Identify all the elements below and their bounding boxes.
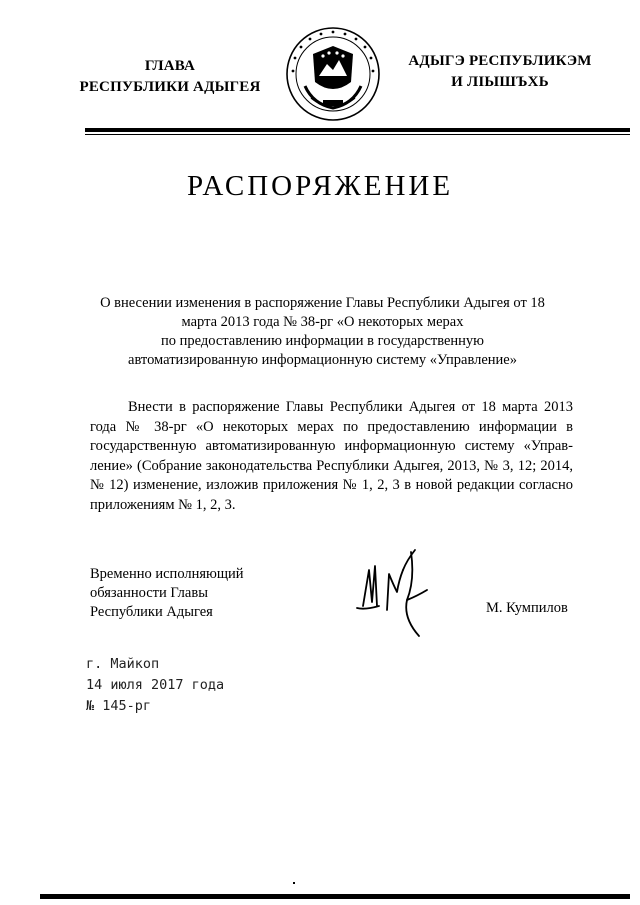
subject-line-4: автоматизированную информационную систему «Управление» [128,352,517,368]
document-body: Внести в распоряжение Главы Республики Адыгея от 18 марта 2013 года № 38-рг «О некоторых мерах по предоставлению информации в государственную автоматизированную информационную систему «Управление» (Собрание законодательства Республики Адыгея, 2013, № 3, 12; 2014, № 12) изменение, изложив приложения № 1, 2, 3 в новой редакции согласно приложениям № 1, 2, 3. [90,399,573,513]
header-divider-thin [85,134,630,135]
header-right-line-2: И ЛІЫШЪХЬ [451,74,549,90]
header-left-title [50,56,290,98]
subject-line-3: по предоставлению информации в государственную [160,333,485,349]
handwritten-signature-icon [345,540,445,640]
registration-date: 14 июля 2017 года [86,677,225,693]
document-subject [95,294,550,370]
header-right-title [385,51,615,93]
subject-line-2: марта 2013 года № 38-рг «О некоторых мерах [181,314,464,330]
signatory-position [90,565,310,622]
header-left-line-1: ГЛАВА [144,58,196,74]
header-right-line-1: АДЫГЭ РЕСПУБЛИКЭМ [408,53,592,69]
header-left-line-2: РЕСПУБЛИКИ АДЫГЕЯ [79,79,261,95]
scan-speck [293,882,295,884]
coat-of-arms-icon [283,24,383,124]
header-divider-thick [85,128,630,132]
position-line-1: Временно исполняющий [90,566,244,582]
position-line-2: обязанности Главы [90,585,208,601]
document-registration [86,654,224,717]
registration-city: г. Майкоп [86,656,160,672]
subject-line-1: О внесении изменения в распоряжение Главы Республики Адыгея от 18 [100,295,545,311]
signatory-name: М. Кумпилов [486,600,568,616]
page-bottom-edge [40,894,630,899]
registration-number: № 145-рг [86,698,152,714]
document-title: РАСПОРЯЖЕНИЕ [186,170,454,202]
position-line-3: Республики Адыгея [90,604,213,620]
